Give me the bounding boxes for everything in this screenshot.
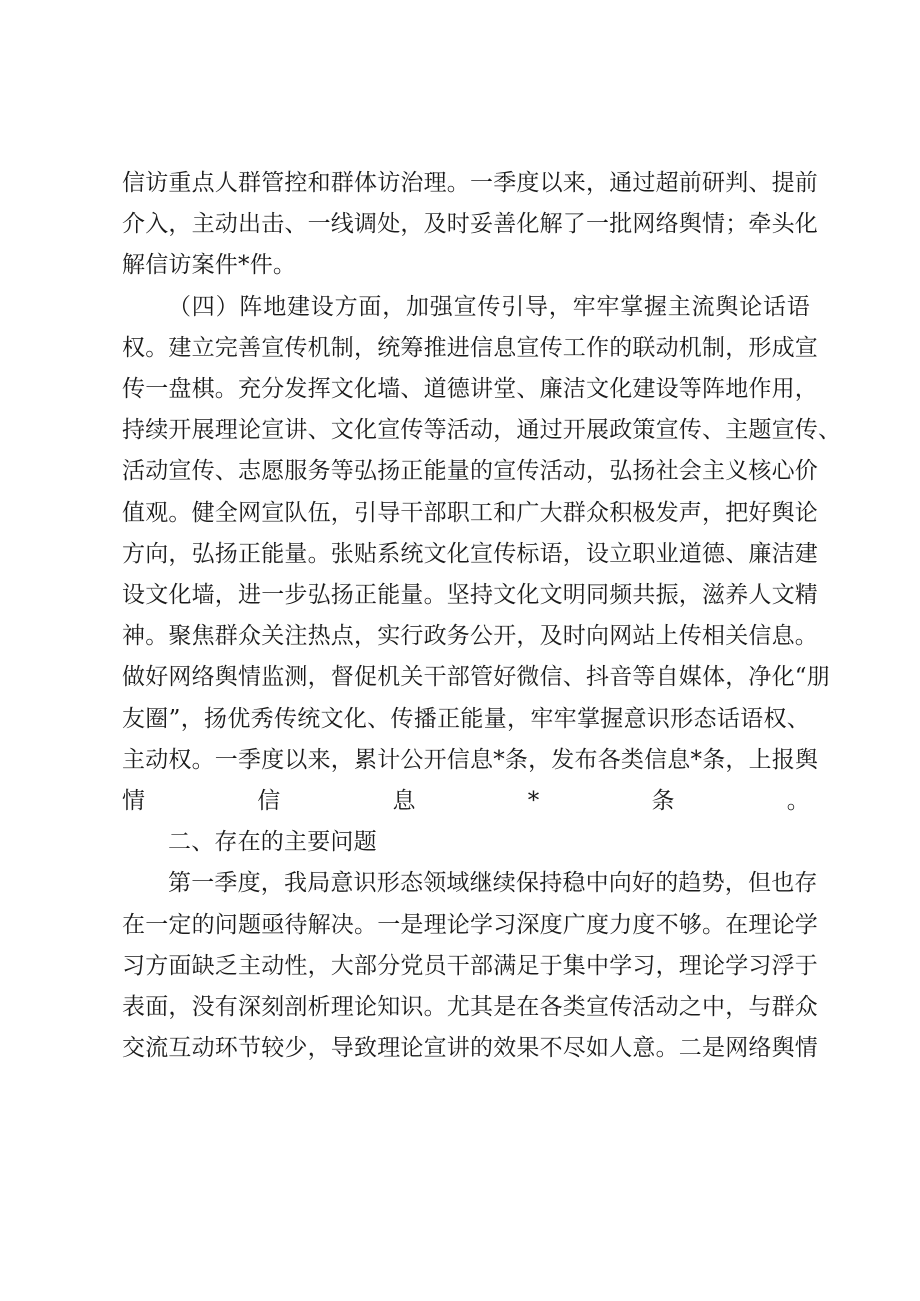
text-line: 做好网络舆情监测，督促机关干部管好微信、抖音等自媒体，净化“朋	[122, 664, 830, 691]
text-line: 在一定的问题亟待解决。一是理论学习深度广度力度不够。在理论学	[122, 911, 818, 938]
text-line: 神。聚焦群众关注热点，实行政务公开，及时向网站上传相关信息。	[122, 623, 818, 650]
text-line: 设文化墙，进一步弘扬正能量。坚持文化文明同频共振，滋养人文精	[122, 582, 818, 609]
paragraph-first-quarter-problems	[122, 863, 818, 1069]
section-heading-text: 二、存在的主要问题	[168, 829, 377, 856]
text-line: 活动宣传、志愿服务等弘扬正能量的宣传活动，弘扬社会主义核心价	[122, 458, 818, 485]
text-line: 交流互动环节较少，导致理论宣讲的效果不尽如人意。二是网络舆情	[122, 1035, 818, 1062]
text-line: 权。建立完善宣传机制，统筹推进信息宣传工作的联动机制，形成宣	[122, 334, 818, 361]
text-line: 信访重点人群管控和群体访治理。一季度以来，通过超前研判、提前	[122, 170, 818, 196]
text-line: 情信息*条。	[122, 788, 810, 815]
text-line: 方向，弘扬正能量。张贴系统文化宣传标语，设立职业道德、廉洁建	[122, 540, 818, 567]
text-line: 友圈”，扬优秀传统文化、传播正能量，牢牢掌握意识形态话语权、	[122, 705, 810, 732]
text-line: 表面，没有深刻剖析理论知识。尤其是在各类宣传活动之中，与群众	[122, 994, 818, 1021]
text-line: （四）阵地建设方面，加强宣传引导，牢牢掌握主流舆论话语	[168, 293, 810, 320]
text-line: 习方面缺乏主动性，大部分党员干部满足于集中学习，理论学习浮于	[122, 952, 818, 979]
document-body	[122, 163, 842, 1069]
section-heading-main-problems	[122, 822, 810, 863]
text-line: 值观。健全网宣队伍，引导干部职工和广大群众积极发声，把好舆论	[122, 499, 818, 526]
text-line: 第一季度，我局意识形态领域继续保持稳中向好的趋势，但也存	[168, 870, 818, 897]
text-line: 解信访案件*件。	[122, 252, 297, 279]
text-line: 介入，主动出击、一线调处，及时妥善化解了一批网络舆情；牵头化	[122, 211, 818, 238]
text-line: 持续开展理论宣讲、文化宣传等活动，通过开展政策宣传、主题宣传、	[122, 417, 842, 444]
paragraph-position-building	[122, 287, 842, 823]
text-line: 传一盘棋。充分发挥文化墙、道德讲堂、廉洁文化建设等阵地作用，	[122, 376, 818, 403]
text-line: 主动权。一季度以来，累计公开信息*条，发布各类信息*条，上报舆	[122, 746, 819, 773]
paragraph-petition-governance	[122, 163, 818, 287]
